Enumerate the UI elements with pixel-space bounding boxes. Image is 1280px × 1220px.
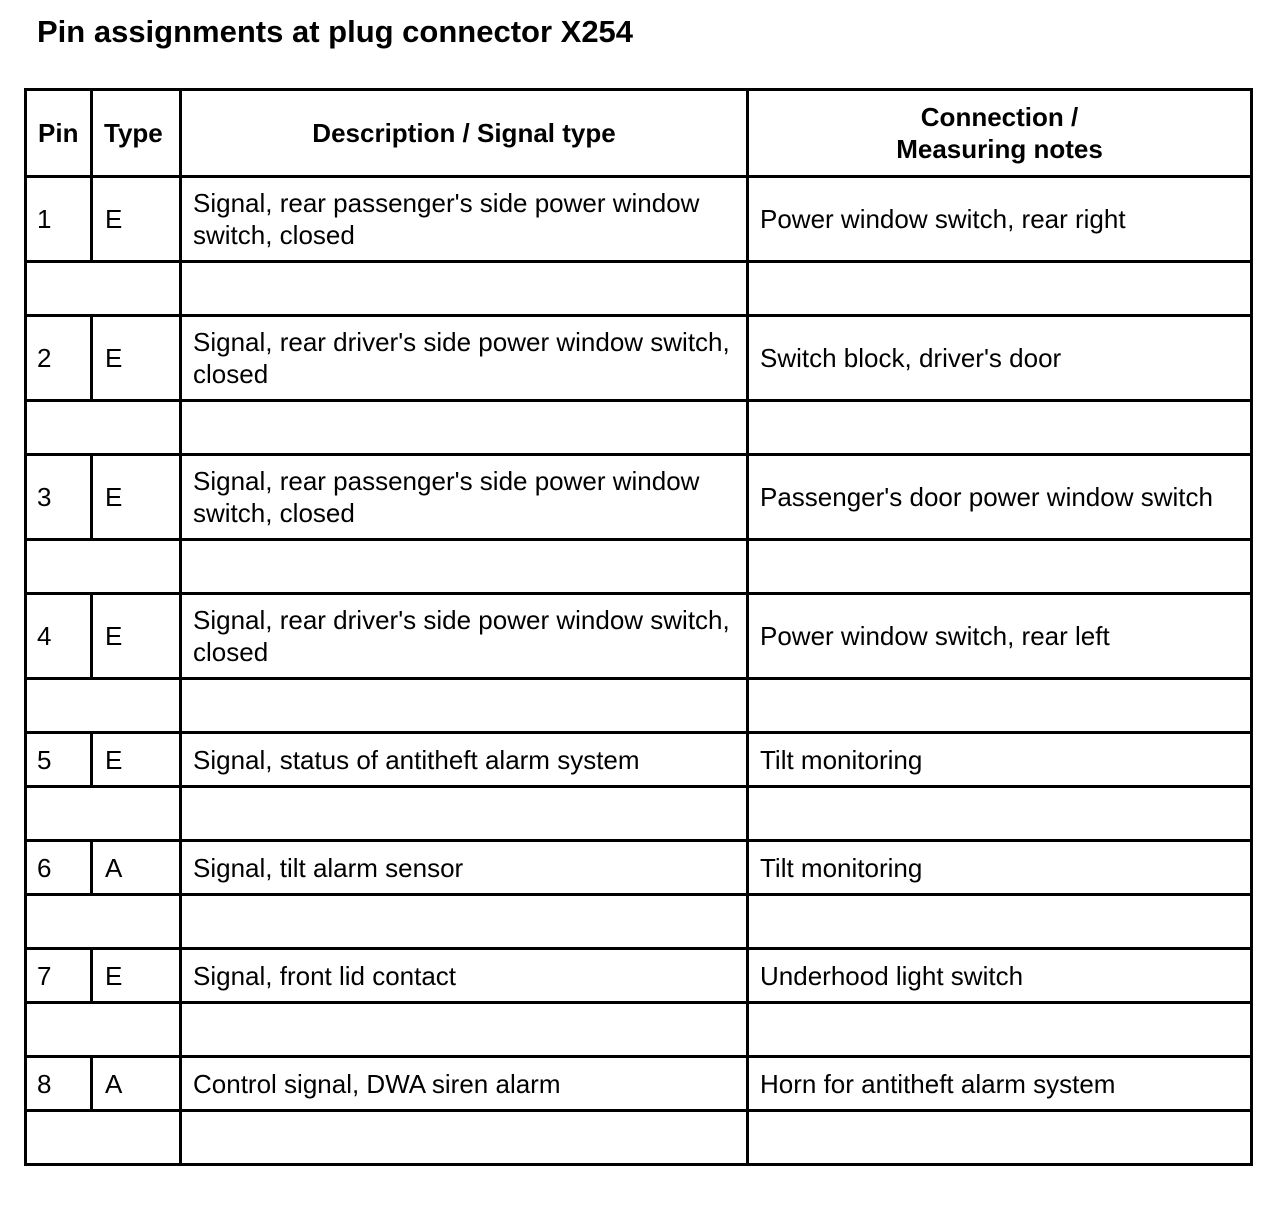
header-pin: Pin bbox=[26, 90, 92, 177]
page-title: Pin assignments at plug connector X254 bbox=[37, 14, 634, 49]
pin-type: A bbox=[92, 1057, 181, 1111]
pin-connection: Horn for antitheft alarm system bbox=[748, 1057, 1252, 1111]
spacer-cell bbox=[748, 679, 1252, 733]
spacer-row bbox=[26, 787, 1252, 841]
spacer-cell bbox=[26, 787, 181, 841]
pin-type: A bbox=[92, 841, 181, 895]
table-row bbox=[26, 841, 1252, 895]
pin-connection: Tilt monitoring bbox=[748, 841, 1252, 895]
spacer-cell bbox=[181, 262, 748, 316]
header-connection-line1: Connection / bbox=[920, 102, 1079, 132]
spacer-cell bbox=[748, 787, 1252, 841]
pin-description: Signal, rear passenger's side power window switch, closed bbox=[181, 455, 748, 540]
spacer-cell bbox=[748, 895, 1252, 949]
pin-description: Signal, rear driver's side power window switch, closed bbox=[181, 316, 748, 401]
spacer-cell bbox=[26, 401, 181, 455]
pin-number: 3 bbox=[26, 455, 92, 540]
spacer-cell bbox=[181, 1111, 748, 1165]
pin-type: E bbox=[92, 177, 181, 262]
pin-connection: Tilt monitoring bbox=[748, 733, 1252, 787]
header-description: Description / Signal type bbox=[181, 90, 748, 177]
pin-number: 8 bbox=[26, 1057, 92, 1111]
pin-connection: Underhood light switch bbox=[748, 949, 1252, 1003]
spacer-cell bbox=[26, 895, 181, 949]
table-row bbox=[26, 949, 1252, 1003]
spacer-row bbox=[26, 262, 1252, 316]
spacer-row bbox=[26, 540, 1252, 594]
pin-number: 4 bbox=[26, 594, 92, 679]
pin-description: Signal, tilt alarm sensor bbox=[181, 841, 748, 895]
pin-number: 2 bbox=[26, 316, 92, 401]
table-row bbox=[26, 177, 1252, 262]
spacer-cell bbox=[26, 1003, 181, 1057]
header-connection bbox=[748, 90, 1252, 177]
spacer-cell bbox=[181, 540, 748, 594]
pin-number: 5 bbox=[26, 733, 92, 787]
spacer-cell bbox=[748, 1111, 1252, 1165]
spacer-cell bbox=[181, 1003, 748, 1057]
spacer-cell bbox=[181, 787, 748, 841]
pin-type: E bbox=[92, 594, 181, 679]
spacer-row bbox=[26, 1111, 1252, 1165]
spacer-cell bbox=[748, 1003, 1252, 1057]
pin-connection: Passenger's door power window switch bbox=[748, 455, 1252, 540]
table-row bbox=[26, 1057, 1252, 1111]
spacer-row bbox=[26, 401, 1252, 455]
spacer-cell bbox=[26, 540, 181, 594]
pin-connection: Switch block, driver's door bbox=[748, 316, 1252, 401]
spacer-cell bbox=[748, 401, 1252, 455]
table-row bbox=[26, 455, 1252, 540]
spacer-cell bbox=[26, 262, 181, 316]
spacer-cell bbox=[26, 1111, 181, 1165]
pin-number: 6 bbox=[26, 841, 92, 895]
spacer-row bbox=[26, 679, 1252, 733]
spacer-cell bbox=[181, 401, 748, 455]
pin-assignment-table bbox=[24, 88, 1253, 1166]
pin-description: Signal, front lid contact bbox=[181, 949, 748, 1003]
spacer-cell bbox=[748, 540, 1252, 594]
pin-description: Control signal, DWA siren alarm bbox=[181, 1057, 748, 1111]
pin-type: E bbox=[92, 733, 181, 787]
pin-description: Signal, status of antitheft alarm system bbox=[181, 733, 748, 787]
pin-description: Signal, rear passenger's side power window switch, closed bbox=[181, 177, 748, 262]
table-row bbox=[26, 316, 1252, 401]
pin-number: 1 bbox=[26, 177, 92, 262]
spacer-row bbox=[26, 1003, 1252, 1057]
pin-connection: Power window switch, rear right bbox=[748, 177, 1252, 262]
table-row bbox=[26, 733, 1252, 787]
spacer-cell bbox=[748, 262, 1252, 316]
pin-number: 7 bbox=[26, 949, 92, 1003]
table-header-row bbox=[26, 90, 1252, 177]
table-row bbox=[26, 594, 1252, 679]
pin-type: E bbox=[92, 316, 181, 401]
spacer-cell bbox=[181, 895, 748, 949]
pin-type: E bbox=[92, 949, 181, 1003]
pin-description: Signal, rear driver's side power window switch, closed bbox=[181, 594, 748, 679]
pin-connection: Power window switch, rear left bbox=[748, 594, 1252, 679]
header-type: Type bbox=[92, 90, 181, 177]
pin-type: E bbox=[92, 455, 181, 540]
spacer-cell bbox=[181, 679, 748, 733]
header-connection-line2: Measuring notes bbox=[896, 134, 1103, 164]
spacer-row bbox=[26, 895, 1252, 949]
spacer-cell bbox=[26, 679, 181, 733]
